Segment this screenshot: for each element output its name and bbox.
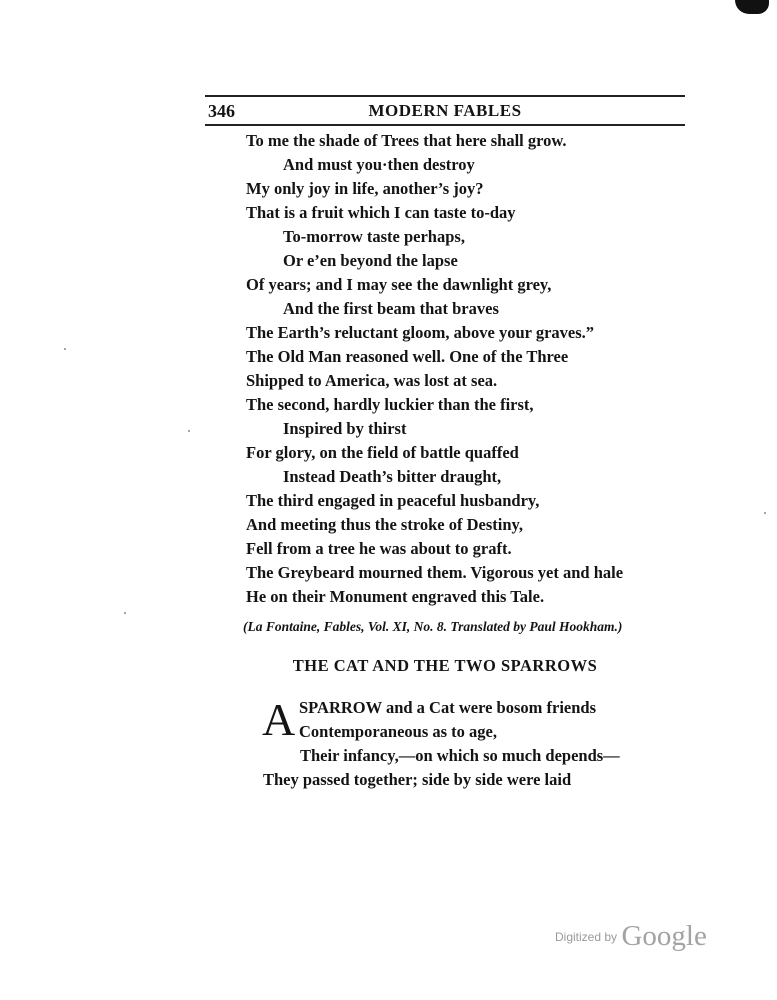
- verse-line: To-morrow taste perhaps,: [283, 227, 465, 246]
- verse-line: The Greybeard mourned them. Vigorous yet and hale: [246, 563, 624, 582]
- verse-line: That is a fruit which I can taste to-day: [246, 203, 516, 222]
- header-rule-top: [205, 95, 685, 97]
- drop-cap: A: [262, 694, 296, 745]
- verse-line: Or e’en beyond the lapse: [283, 251, 458, 270]
- verse-line: For glory, on the field of battle quaffed: [246, 443, 519, 462]
- scan-speck: [764, 512, 766, 514]
- verse-line: Shipped to America, was lost at sea.: [246, 371, 498, 390]
- verse-line: The Earth’s reluctant gloom, above your graves.”: [246, 323, 595, 342]
- scan-blot: [735, 0, 769, 14]
- verse-line: My only joy in life, another’s joy?: [246, 179, 484, 198]
- fable-line: They passed together; side by side were laid: [263, 770, 572, 789]
- scan-speck: [124, 612, 126, 614]
- verse-line: Fell from a tree he was about to graft.: [246, 539, 512, 558]
- verse-line: Instead Death’s bitter draught,: [283, 467, 502, 486]
- fable-line: SPARROW and a Cat were bosom friends: [299, 698, 597, 717]
- verse-block: [246, 129, 686, 609]
- verse-line: And the first beam that braves: [283, 299, 499, 318]
- page-header: [205, 95, 685, 127]
- verse-line: Of years; and I may see the dawnlight grey,: [246, 275, 552, 294]
- verse-line: Inspired by thirst: [283, 419, 407, 438]
- verse-line: To me the shade of Trees that here shall grow.: [246, 131, 567, 150]
- watermark-prefix: Digitized by: [555, 930, 618, 944]
- fable-title: THE CAT AND THE TWO SPARROWS: [292, 656, 598, 675]
- fable-line: Contemporaneous as to age,: [299, 722, 497, 741]
- scan-speck: [188, 430, 190, 432]
- fable-text: [262, 696, 682, 792]
- verse-line: The second, hardly luckier than the first,: [246, 395, 534, 414]
- scan-speck: [64, 348, 66, 350]
- attribution: (La Fontaine, Fables, Vol. XI, No. 8. Translated by Paul Hookham.): [243, 619, 623, 634]
- verse-line: The third engaged in peaceful husbandry,: [246, 491, 540, 510]
- verse-line: The Old Man reasoned well. One of the Three: [246, 347, 569, 366]
- google-watermark: [555, 920, 707, 953]
- header-rule-bottom: [205, 124, 685, 126]
- google-logo: Google: [621, 920, 707, 952]
- page-number: 346: [208, 101, 235, 121]
- verse-line: And must you·then destroy: [283, 155, 475, 174]
- verse-line: He on their Monument engraved this Tale.: [246, 587, 545, 606]
- verse-line: And meeting thus the stroke of Destiny,: [246, 515, 523, 534]
- running-head: MODERN FABLES: [368, 101, 522, 120]
- fable-line: Their infancy,—on which so much depends—: [300, 746, 620, 765]
